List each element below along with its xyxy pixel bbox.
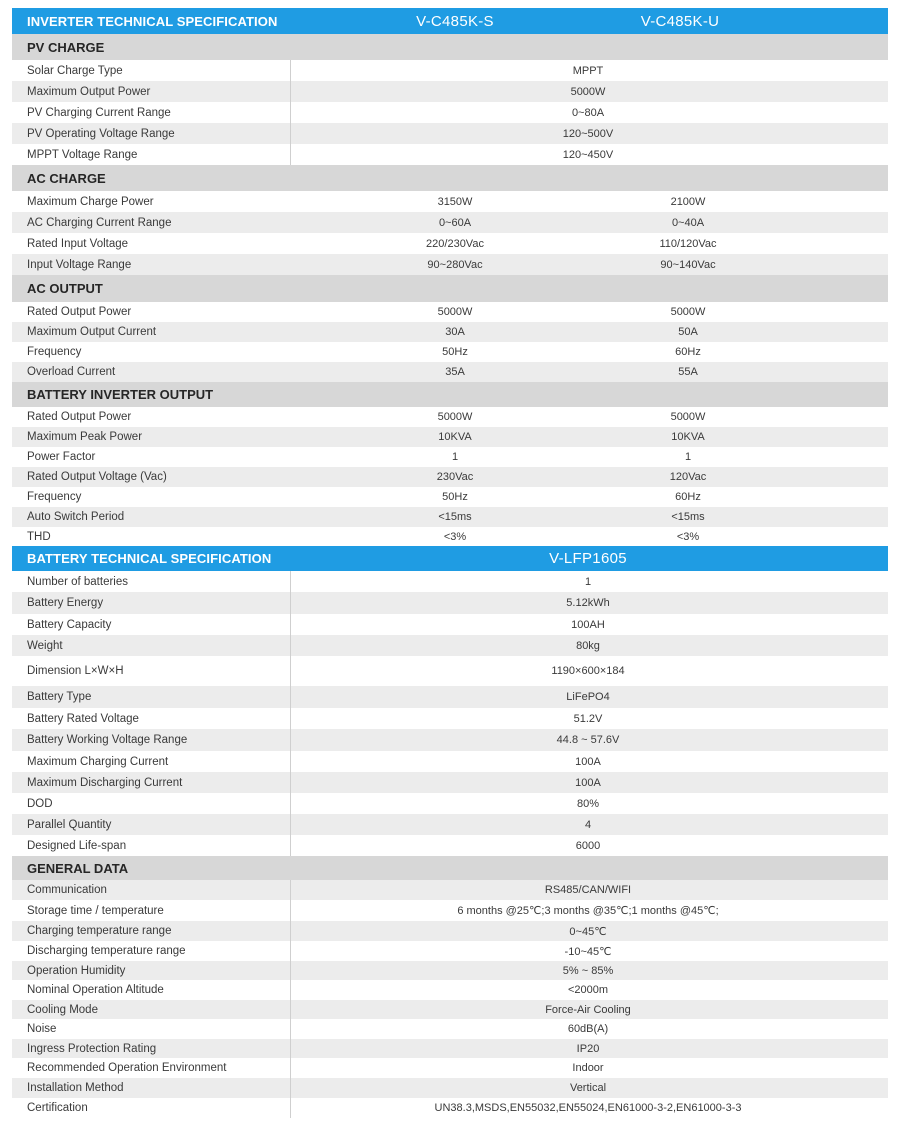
spec-row — [12, 322, 888, 342]
spec-value-s: 220/230Vac — [426, 237, 484, 250]
spec-label: Number of batteries — [27, 575, 128, 588]
column-divider — [290, 60, 291, 165]
spec-label: Nominal Operation Altitude — [27, 984, 164, 996]
spec-value: 60dB(A) — [567, 1023, 609, 1035]
spec-label: Maximum Output Power — [27, 85, 151, 98]
spec-row — [12, 880, 888, 900]
spec-value-u: 1 — [684, 451, 692, 463]
spec-row — [12, 772, 888, 793]
spec-label: Frequency — [27, 491, 82, 503]
battery-model-heading: V-LFP1605 — [549, 550, 627, 567]
spec-value: Force-Air Cooling — [545, 1003, 631, 1016]
spec-label: Designed Life-span — [27, 839, 127, 852]
section-title: AC CHARGE — [27, 170, 106, 186]
spec-label: Charging temperature range — [27, 925, 172, 937]
spec-value: 80kg — [576, 639, 600, 652]
spec-label: MPPT Voltage Range — [27, 148, 138, 161]
spec-label: PV Operating Voltage Range — [27, 127, 175, 140]
spec-row — [12, 1039, 888, 1058]
spec-label: THD — [27, 530, 51, 543]
spec-value: 5000W — [570, 85, 606, 98]
battery-header — [12, 546, 888, 571]
inverter-header — [12, 8, 888, 34]
spec-value-s: 10KVA — [438, 431, 472, 443]
spec-value-u: 5000W — [670, 306, 706, 318]
spec-label: Ingress Protection Rating — [27, 1042, 157, 1055]
spec-row — [12, 614, 888, 635]
spec-value: 6 months @25℃;3 months @35℃;1 months @45℃; — [457, 905, 719, 917]
spec-value-u: 90~140Vac — [660, 258, 716, 271]
spec-value-s: 5000W — [437, 411, 473, 423]
spec-value-u: 50A — [678, 326, 698, 338]
spec-value: Indoor — [572, 1062, 604, 1074]
section-title: BATTERY INVERTER OUTPUT — [27, 387, 214, 402]
spec-value-s: 50Hz — [442, 346, 468, 358]
spec-row — [12, 302, 888, 322]
spec-row — [12, 635, 888, 656]
spec-label: Maximum Charge Power — [27, 195, 154, 208]
spec-value: 51.2V — [573, 712, 603, 725]
spec-label: Discharging temperature range — [27, 945, 186, 957]
spec-row — [12, 81, 888, 102]
spec-label: Battery Type — [27, 691, 92, 703]
spec-row — [12, 362, 888, 382]
spec-value-u: <3% — [676, 530, 700, 543]
spec-label: Certification — [27, 1102, 88, 1114]
spec-row — [12, 729, 888, 751]
spec-value: 120~450V — [562, 148, 614, 161]
spec-value: 100AH — [571, 618, 605, 631]
ac-charge-section — [12, 165, 888, 191]
spec-value-u: 55A — [678, 366, 698, 378]
spec-value-s: 50Hz — [442, 491, 468, 503]
section-title: PV CHARGE — [27, 39, 105, 55]
spec-label: Operation Humidity — [27, 964, 126, 977]
spec-value-u: <15ms — [671, 511, 705, 523]
spec-row — [12, 254, 888, 275]
spec-row — [12, 1058, 888, 1078]
spec-value-s: <3% — [443, 530, 467, 543]
spec-label: PV Charging Current Range — [27, 106, 171, 119]
spec-value: -10~45℃ — [564, 945, 612, 958]
spec-label: Auto Switch Period — [27, 511, 125, 523]
spec-value: <2000m — [567, 984, 609, 996]
spec-row — [12, 814, 888, 835]
spec-row — [12, 212, 888, 233]
spec-label: Communication — [27, 884, 107, 896]
spec-label: Frequency — [27, 346, 82, 358]
spec-value-s: 1 — [451, 451, 459, 463]
spec-row — [12, 1078, 888, 1098]
spec-label: Maximum Discharging Current — [27, 776, 183, 789]
spec-label: Rated Output Power — [27, 306, 132, 318]
spec-value-u: 0~40A — [671, 216, 705, 229]
header-title: INVERTER TECHNICAL SPECIFICATION — [27, 13, 278, 29]
spec-value: Vertical — [569, 1082, 607, 1094]
spec-value-s: 5000W — [437, 306, 473, 318]
header-title: BATTERY TECHNICAL SPECIFICATION — [27, 551, 272, 566]
spec-label: Maximum Output Current — [27, 326, 157, 338]
spec-row — [12, 527, 888, 546]
spec-value-s: 35A — [445, 366, 465, 378]
spec-value: UN38.3,MSDS,EN55032,EN55024,EN61000-3-2,EN61000-3-3 — [434, 1102, 742, 1114]
spec-row — [12, 123, 888, 144]
column-divider — [290, 571, 291, 856]
spec-label: DOD — [27, 797, 53, 810]
spec-row — [12, 342, 888, 362]
spec-value: 100A — [575, 776, 601, 789]
column-divider — [290, 880, 291, 1118]
battery-inverter-output-section — [12, 382, 888, 407]
spec-row — [12, 900, 888, 921]
spec-row — [12, 835, 888, 856]
spec-value: 1190×600×184 — [551, 665, 625, 677]
spec-value-s: 30A — [445, 326, 465, 338]
spec-label: Battery Energy — [27, 597, 104, 609]
spec-label: Parallel Quantity — [27, 818, 112, 831]
spec-value-u: 60Hz — [675, 346, 701, 358]
spec-row — [12, 1098, 888, 1118]
spec-value: 5.12kWh — [566, 597, 610, 609]
spec-label: Maximum Peak Power — [27, 431, 143, 443]
general-data-section — [12, 856, 888, 880]
spec-label: Rated Input Voltage — [27, 237, 129, 250]
spec-row — [12, 592, 888, 614]
spec-value: 100A — [575, 755, 601, 768]
spec-value: LiFePO4 — [566, 691, 610, 703]
spec-value: 0~80A — [571, 106, 605, 119]
spec-value: 1 — [584, 575, 592, 588]
spec-row — [12, 102, 888, 123]
spec-row — [12, 751, 888, 772]
spec-value: 80% — [576, 797, 600, 810]
spec-row — [12, 407, 888, 427]
spec-label: Storage time / temperature — [27, 904, 164, 917]
spec-label: Noise — [27, 1023, 57, 1035]
spec-row — [12, 447, 888, 467]
spec-row — [12, 1019, 888, 1039]
spec-value: RS485/CAN/WIFI — [544, 884, 632, 896]
spec-row — [12, 961, 888, 980]
pv-charge-section — [12, 34, 888, 60]
spec-value-u: 10KVA — [671, 431, 705, 443]
spec-value-s: 3150W — [437, 195, 473, 208]
spec-label: Battery Capacity — [27, 618, 112, 631]
spec-row — [12, 60, 888, 81]
spec-row — [12, 487, 888, 507]
spec-label: Dimension L×W×H — [27, 665, 124, 677]
spec-value: 6000 — [575, 839, 601, 852]
spec-label: Recommended Operation Environment — [27, 1062, 227, 1074]
spec-label: Installation Method — [27, 1082, 124, 1094]
spec-label: Rated Output Voltage (Vac) — [27, 471, 167, 483]
spec-row — [12, 507, 888, 527]
spec-value: 0~45℃ — [569, 925, 607, 938]
spec-row — [12, 921, 888, 941]
spec-label: Overload Current — [27, 366, 116, 378]
spec-value: 4 — [584, 818, 592, 831]
spec-value: 5% ~ 85% — [562, 964, 614, 977]
spec-label: Power Factor — [27, 451, 96, 463]
spec-value: 120~500V — [562, 127, 614, 140]
spec-value-s: 0~60A — [438, 216, 472, 229]
spec-row — [12, 708, 888, 729]
spec-value-u: 110/120Vac — [659, 237, 717, 250]
model-u-heading: V-C485K-U — [640, 12, 720, 30]
spec-row — [12, 191, 888, 212]
spec-value-s: <15ms — [438, 511, 472, 523]
ac-output-section — [12, 275, 888, 302]
spec-row — [12, 980, 888, 1000]
section-title: AC OUTPUT — [27, 281, 103, 296]
spec-value-s: 90~280Vac — [427, 258, 483, 271]
spec-label: Battery Rated Voltage — [27, 712, 139, 725]
spec-label: Weight — [27, 639, 63, 652]
spec-row — [12, 571, 888, 592]
spec-row — [12, 233, 888, 254]
spec-value-u: 60Hz — [675, 491, 701, 503]
spec-label: Input Voltage Range — [27, 258, 132, 271]
spec-row — [12, 1000, 888, 1019]
spec-label: Rated Output Power — [27, 411, 132, 423]
spec-label: Solar Charge Type — [27, 64, 123, 77]
spec-label: Maximum Charging Current — [27, 755, 169, 768]
spec-row — [12, 686, 888, 708]
spec-row — [12, 793, 888, 814]
spec-label: AC Charging Current Range — [27, 216, 172, 229]
spec-value: 44.8 ~ 57.6V — [556, 734, 620, 746]
spec-value-u: 120Vac — [669, 471, 707, 483]
spec-row — [12, 656, 888, 686]
spec-value-u: 5000W — [670, 411, 706, 423]
spec-row — [12, 144, 888, 165]
spec-row — [12, 941, 888, 961]
spec-row — [12, 427, 888, 447]
model-s-heading: V-C485K-S — [416, 12, 494, 30]
spec-label: Cooling Mode — [27, 1003, 98, 1016]
spec-label: Battery Working Voltage Range — [27, 734, 188, 746]
spec-value-s: 230Vac — [436, 471, 474, 483]
spec-value: IP20 — [576, 1042, 600, 1055]
spec-value-u: 2100W — [670, 195, 706, 208]
section-title: GENERAL DATA — [27, 860, 129, 876]
spec-value: MPPT — [572, 64, 604, 77]
spec-row — [12, 467, 888, 487]
